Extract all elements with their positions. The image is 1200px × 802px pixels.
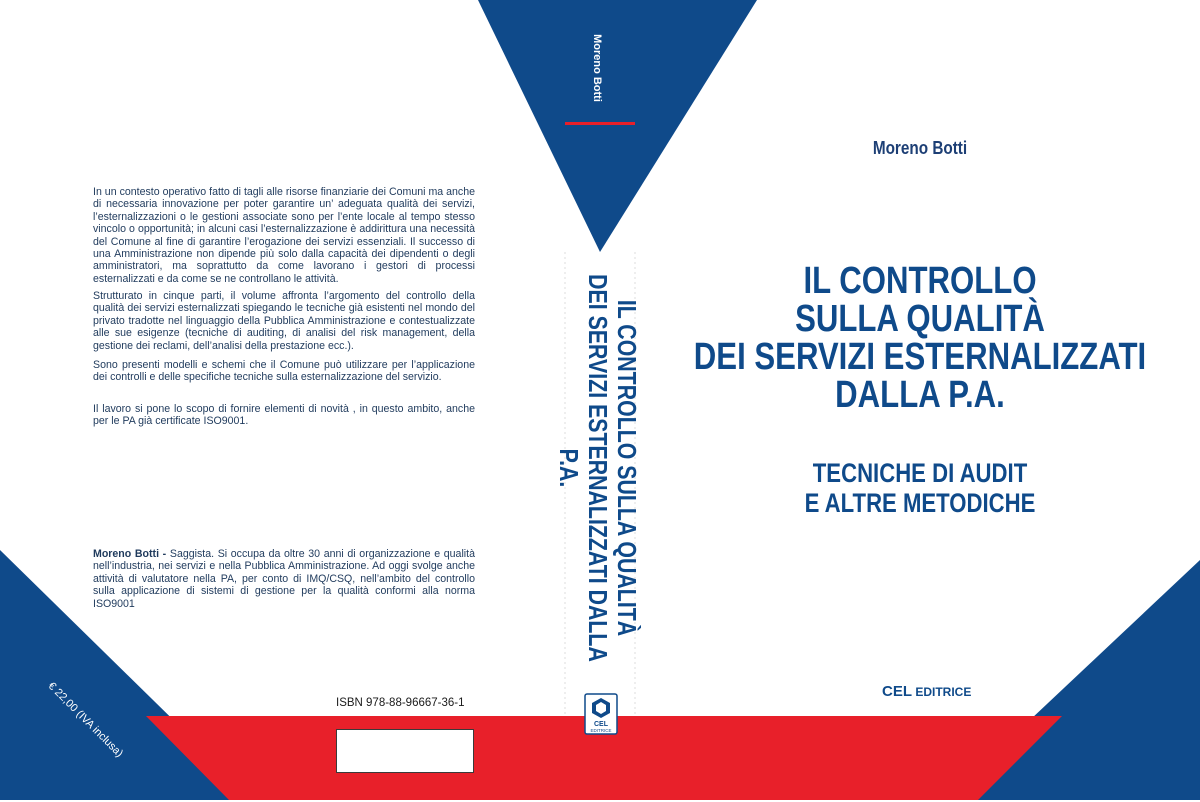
spine-red-line: [565, 122, 635, 125]
back-paragraph-1: In un contesto operativo fatto di tagli alle risorse finanziarie dei Comuni ma anche di necessaria innovazione per poter garantire un’ adeguata qualità dei servizi, l’esternalizzazioni o le gestioni associate sono per l’ente locale al tempo stesso vincolo o opportunità; in alcuni casi l’esternalizzazione è addirittura una necessità del Comune al fine di garantire l’erogazione dei servizi essenziali. Il successo di una Amministrazione non dipende più solo dalla capacità dei dipendenti o degli amministratori, ma soprattutto da come lavorano i gestori di processi esternalizzati e da come se ne controllano le attività.: [93, 186, 475, 285]
back-paragraph-4: Il lavoro si pone lo scopo di fornire elementi di novità , in questo ambito, anche per le PA già certificate ISO9001.: [93, 403, 475, 428]
subtitle-line-2: E ALTRE METODICHE: [804, 488, 1036, 518]
publisher-logo-icon: [584, 693, 618, 735]
title-line-2: SULLA QUALITÀ: [795, 298, 1045, 340]
back-paragraph-2: Strutturato in cinque parti, il volume affronta l’argomento del controllo della qualità dei servizi esternalizzati spiegando le tecniche già esistenti nel mondo del privato tradotte nel linguaggio della Pubblica Amministrazione e contestualizzate alle sue esigenze (tecniche di auditing, di analisi del risk management, della gestione dei reclami, dell’analisi della prestazione ecc.).: [93, 290, 475, 352]
back-paragraph-3: Sono presenti modelli e schemi che il Comune può utilizzare per l’applicazione dei controlli e delle specifiche tecniche sulla esternalizzazione del servizio.: [93, 359, 475, 384]
subtitle-line-1: TECNICHE DI AUDIT: [812, 458, 1028, 488]
back-cover-description-4: [93, 403, 475, 428]
barcode-box: [336, 729, 474, 773]
title-line-1: IL CONTROLLO: [803, 260, 1037, 302]
spine-author: Moreno Botti: [591, 34, 603, 102]
logo-subtext: EDITRICE: [590, 728, 612, 733]
isbn-label: ISBN 978-88-96667-36-1: [336, 697, 465, 709]
publisher-name: [882, 683, 971, 700]
title-line-3: DEI SERVIZI ESTERNALIZZATI: [693, 336, 1147, 378]
price-label: € 22,00 (IVA inclusa): [45, 680, 126, 760]
back-cover-description-3: [93, 359, 475, 384]
spine-title-line-2: DEI SERVIZI ESTERNALIZZATI DALLA P.A.: [554, 274, 613, 662]
title-line-4: DALLA P.A.: [835, 374, 1005, 416]
author-bio-name: Moreno Botti -: [93, 548, 167, 560]
publisher-rest: EDITRICE: [912, 685, 972, 699]
back-cover-description: [93, 186, 475, 285]
author-bio-paragraph: [93, 548, 475, 610]
book-title: [690, 262, 1149, 414]
author-bio-text: Saggista. Si occupa da oltre 30 anni di organizzazione e qualità nell’industria, nei servizi e nella Pubblica Amministrazione. Ad oggi svolge anche attività di valutatore nella PA, per conto di IMQ/CSQ, nell’ambito del controllo sulla applicazione di sistemi di gestione per la qualità conformi alla norma ISO9001: [93, 548, 475, 610]
top-blue-triangle: [478, 0, 757, 252]
author-bio: [93, 548, 475, 610]
spine-title: [554, 218, 642, 718]
front-author: Moreno Botti: [872, 138, 968, 158]
logo-text: CEL: [594, 721, 608, 728]
back-cover-description-2: [93, 290, 475, 352]
publisher-bold: CEL: [882, 683, 912, 700]
spine-title-line-1: IL CONTROLLO SULLA QUALITÀ: [612, 299, 642, 637]
book-subtitle: [690, 458, 1149, 518]
